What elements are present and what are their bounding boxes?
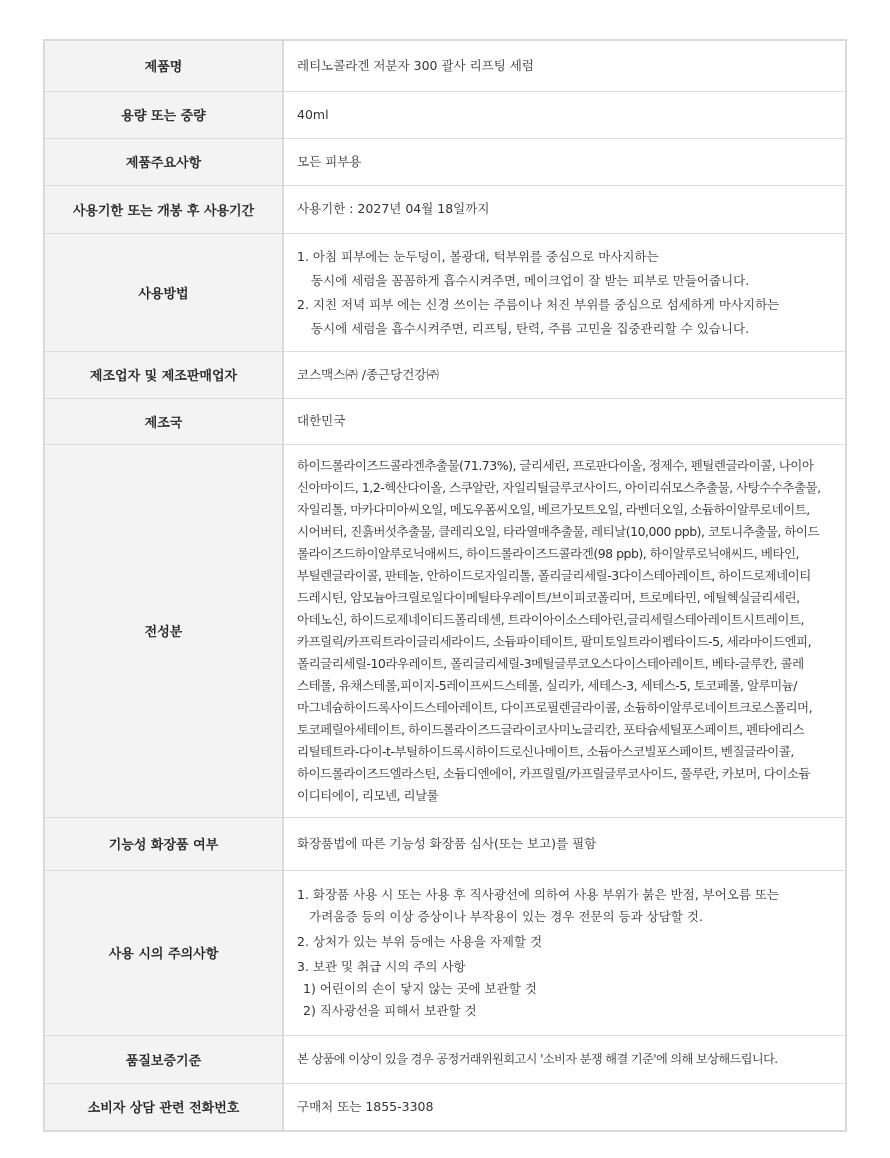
usage-line: 1. 아침 피부에는 눈두덩이, 볼광대, 턱부위를 중심으로 마사지하는 bbox=[297, 249, 659, 264]
row-value: 사용기한 : 2027년 04월 18일까지 bbox=[283, 185, 846, 233]
ingredients-line: 마그네슘하이드록사이드스테아레이트, 다이프로필렌글라이콜, 소듐하이알루로네이트크로스폴리머, bbox=[297, 699, 813, 715]
table-row-quality bbox=[44, 1035, 846, 1083]
row-value: 모든 피부용 bbox=[283, 138, 846, 185]
caution-line: 가려움증 등의 이상 증상이나 부작용이 있는 경우 전문의 등과 상담할 것. bbox=[309, 908, 703, 924]
table-row-ingredients bbox=[44, 444, 846, 817]
ingredients-line: 토코페릴아세테이트, 하이드롤라이즈드글라이코사미노글리칸, 포타슘세틸포스페이트, 펜타에리스 bbox=[297, 721, 804, 737]
row-label: 기능성 화장품 여부 bbox=[44, 817, 283, 870]
table-row-functional bbox=[44, 817, 846, 870]
ingredients-line: 카프릴릭/카프릭트라이글리세라이드, 소듐파이테이트, 팔미토일트라이펩타이드-5, 세라마이드엔피, bbox=[297, 633, 812, 649]
table-row-skin-type bbox=[44, 138, 846, 185]
row-label: 제조국 bbox=[44, 398, 283, 444]
table-row-caution bbox=[44, 870, 846, 1035]
row-label: 사용 시의 주의사항 bbox=[44, 870, 283, 1035]
product-info-table bbox=[43, 39, 847, 1132]
row-label: 제품주요사항 bbox=[44, 138, 283, 185]
usage-line: 동시에 세럼을 꼼꼼하게 흡수시켜주면, 메이크업이 잘 받는 피부로 만들어줍니다. bbox=[311, 273, 750, 288]
ingredients-line: 드레시틴, 암모늄아크릴로일다이메틸타우레이트/브이피코폴리머, 트로메타민, 에틸헥실글리세린, bbox=[297, 589, 800, 605]
row-label: 제조업자 및 제조판매업자 bbox=[44, 351, 283, 398]
row-label: 소비자 상담 관련 전화번호 bbox=[44, 1083, 283, 1131]
table-row-product-name bbox=[44, 40, 846, 91]
row-value bbox=[283, 233, 846, 351]
row-value: 대한민국 bbox=[283, 398, 846, 444]
ingredients-line: 하이드롤라이즈드엘라스틴, 소듐디엔에이, 카프릴릴/카프릴글루코사이드, 풀루란, 카보머, 다이소듐 bbox=[297, 765, 811, 781]
product-info-table-wrapper bbox=[43, 39, 847, 1132]
row-value: 본 상품에 이상이 있을 경우 공정거래위원회고시 '소비자 분쟁 해결 기준'에 의해 보상해드립니다. bbox=[283, 1035, 846, 1083]
ingredients-line: 리틸테트라-다이-t-부틸하이드록시하이드로신나메이트, 소듐아스코빌포스페이트, 벤질글라이콜, bbox=[297, 743, 794, 759]
row-value: 코스맥스㈜ /종근당건강㈜ bbox=[283, 351, 846, 398]
table-row-usage bbox=[44, 233, 846, 351]
row-value: 40ml bbox=[283, 91, 846, 138]
table-row-country bbox=[44, 398, 846, 444]
ingredients-line: 부틸렌글라이콜, 판테놀, 안하이드로자일리톨, 폴리글리세릴-3다이스테아레이트, 하이드로제네이티 bbox=[297, 567, 811, 583]
ingredients-line: 롤라이즈드하이알루로닉애씨드, 하이드롤라이즈드콜라겐(98 ppb), 하이알루로닉애씨드, 베타인, bbox=[297, 545, 800, 561]
row-label: 품질보증기준 bbox=[44, 1035, 283, 1083]
ingredients-line: 이디티에이, 리모넨, 리날룰 bbox=[297, 787, 439, 803]
row-label: 제품명 bbox=[44, 40, 283, 91]
caution-line: 2. 상처가 있는 부위 등에는 사용을 자제할 것 bbox=[297, 933, 543, 949]
ingredients-line: 하이드롤라이즈드콜라겐추출물(71.73%), 글리세린, 프로판다이올, 정제수, 펜틸렌글라이콜, 나이아 bbox=[297, 457, 814, 473]
row-label: 전성분 bbox=[44, 444, 283, 817]
table-row-manufacturer bbox=[44, 351, 846, 398]
ingredients-line: 시어버터, 진흙버섯추출물, 클레리오일, 타라열매추출물, 레티날(10,000 ppb), 코토니추출물, 하이드 bbox=[297, 523, 820, 539]
row-value: 구매처 또는 1855-3308 bbox=[283, 1083, 846, 1131]
caution-line: 2) 직사광선을 피해서 보관할 것 bbox=[303, 1002, 477, 1018]
ingredients-line: 신아마이드, 1,2-헥산다이올, 스쿠알란, 자일리틸글루코사이드, 아이리쉬모스추출물, 사탕수수추출물, bbox=[297, 479, 821, 495]
row-value: 화장품법에 따른 기능성 화장품 심사(또는 보고)를 필함 bbox=[283, 817, 846, 870]
caution-line: 1) 어린이의 손이 닿지 않는 곳에 보관할 것 bbox=[303, 980, 537, 996]
row-value bbox=[283, 870, 846, 1035]
usage-line: 2. 지친 저녁 피부 에는 신경 쓰이는 주름이나 처진 부위를 중심으로 섬세하게 마사지하는 bbox=[297, 297, 780, 312]
row-value: 레티노콜라겐 저분자 300 괄사 리프팅 세럼 bbox=[283, 40, 846, 91]
ingredients-line: 폴리글리세릴-10라우레이트, 폴리글리세릴-3메틸글루코오스다이스테아레이트, 베타-글루칸, 콜레 bbox=[297, 655, 804, 671]
usage-line: 동시에 세럼을 흡수시켜주면, 리프팅, 탄력, 주름 고민을 집중관리할 수 있습니다. bbox=[311, 321, 750, 336]
ingredients-line: 아데노신, 하이드로제네이티드폴리데센, 트라이아이소스테아린,글리세릴스테아레이트시트레이트, bbox=[297, 611, 804, 627]
table-row-contact bbox=[44, 1083, 846, 1131]
row-label: 사용기한 또는 개봉 후 사용기간 bbox=[44, 185, 283, 233]
caution-line: 1. 화장품 사용 시 또는 사용 후 직사광선에 의하여 사용 부위가 붉은 반점, 부어오름 또는 bbox=[297, 886, 780, 902]
row-label: 용량 또는 중량 bbox=[44, 91, 283, 138]
row-label: 사용방법 bbox=[44, 233, 283, 351]
table-row-volume bbox=[44, 91, 846, 138]
table-row-expiry bbox=[44, 185, 846, 233]
caution-line: 3. 보관 및 취급 시의 주의 사항 bbox=[297, 958, 466, 974]
ingredients-line: 자일리톨, 마카다미아씨오일, 메도우폼씨오일, 베르가모트오일, 라벤더오일, 소듐하이알루로네이트, bbox=[297, 501, 810, 517]
ingredients-value bbox=[283, 444, 846, 817]
ingredients-line: 스테롤, 유채스테롤,피이지-5레이프씨드스테롤, 실리카, 세테스-3, 세테스-5, 토코페롤, 알루미늄/ bbox=[297, 677, 797, 693]
